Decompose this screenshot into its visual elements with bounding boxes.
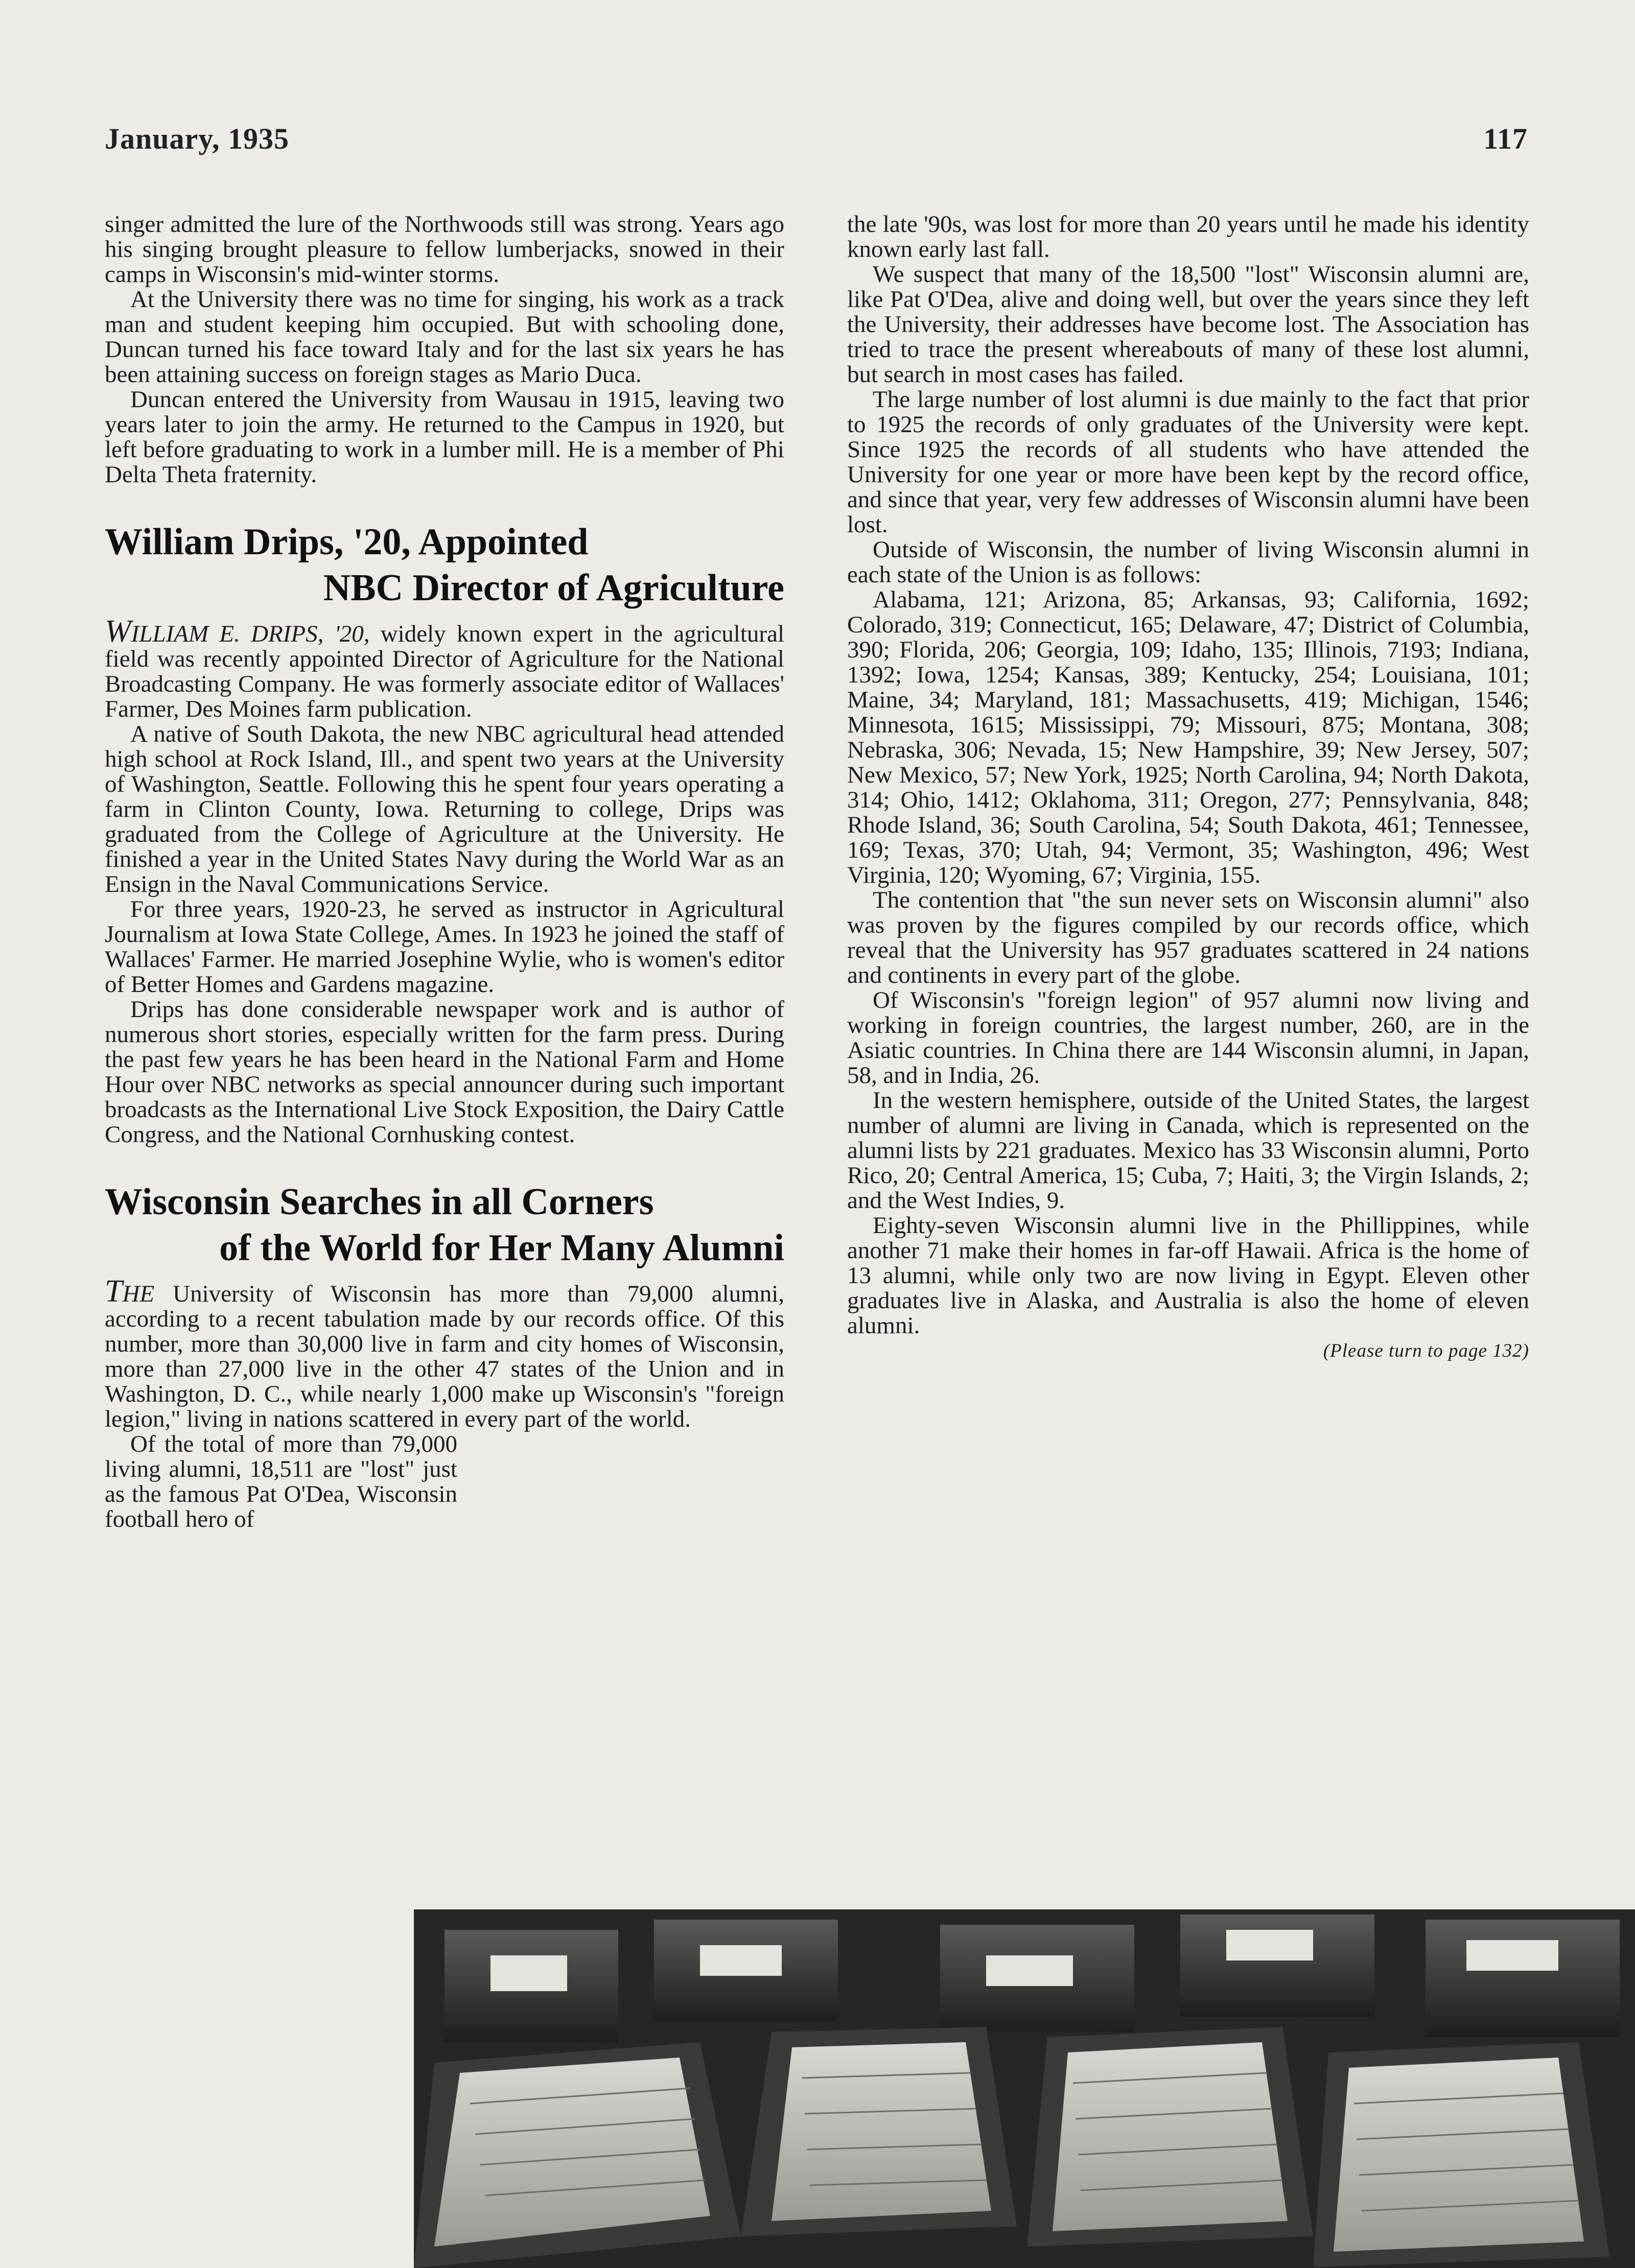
article-drips-lead — [105, 614, 784, 722]
article-paragraph: In the western hemisphere, outside of the United States, the largest number of alumni are living in Canada, which is represented on the alumni lists by 221 graduates. Mexico has 33 Wisconsin alumni, Porto Rico, 20; Central America, 15; Cuba, 7; Haiti, 3; the Virgin Islands, 2; and the West Indies, 9. — [847, 1087, 1529, 1214]
article-paragraph: Drips has done considerable newspaper work and is author of numerous short stories, especially written for the farm press. During the past few years he has been heard in the National Farm and Home Hour over NBC networks as special announcer during such important broadcasts as the International Live Stock Exposition, the Dairy Cattle Congress, and the National Cornhusking contest. — [105, 996, 784, 1148]
intro-paragraph: singer admitted the lure of the Northwoods still was strong. Years ago his singing brought pleasure to fellow lumberjacks, snowed in their camps in Wisconsin's mid-winter storms. — [105, 211, 784, 288]
article-paragraph: the late '90s, was lost for more than 20 years until he made his identity known early last fall. — [847, 211, 1529, 263]
lead-text: University of Wisconsin has more than 79,000 alumni, according to a recent tabulation made by our records office. Of this number, more than 30,000 live in farm and city homes of Wisconsin, more than 27,000 live in the other 47 states of the Union and in Washington, D. C., while nearly 1,000 make up Wisconsin's "foreign legion," living in nations scattered in every part of the world. — [105, 1281, 784, 1432]
lead-italic: HE — [122, 1281, 155, 1307]
running-head-date: January, 1935 — [105, 122, 290, 155]
article-alumni-headline — [105, 1179, 784, 1271]
headline-line: Wisconsin Searches in all Corners — [105, 1181, 654, 1223]
headline-line: NBC Director of Agriculture — [323, 567, 784, 609]
state-list-paragraph: Alabama, 121; Arizona, 85; Arkansas, 93; California, 1692; Colorado, 319; Connecticut, 165; Delaware, 47; District of Columbia, 390; Florida, 206; Georgia, 109; Idaho, 135; Illinois, 7193; Indiana, 1392; Iowa, 1254; Kansas, 389; Kentucky, 254; Louisiana, 101; Maine, 34; Maryland, 181; Massachusetts, 419; Michigan, 1546; Minnesota, 1615; Mississippi, 79; Missouri, 875; Montana, 308; Nebraska, 306; Nevada, 15; New Hampshire, 39; New Jersey, 507; New Mexico, 57; New York, 1925; North Carolina, 94; North Dakota, 314; Ohio, 1412; Oklahoma, 311; Oregon, 277; Pennsylvania, 848; Rhode Island, 36; South Carolina, 54; South Dakota, 461; Tennessee, 169; Texas, 370; Utah, 94; Vermont, 35; Washington, 496; West Virginia, 120; Wyoming, 67; Virginia, 155. — [847, 586, 1529, 888]
drop-cap: T — [105, 1274, 123, 1309]
article-paragraph: Of the total of more than 79,000 living alumni, 18,511 are "lost" just as the famous Pat O'Dea, Wisconsin football hero of — [105, 1431, 457, 1532]
article-paragraph: The large number of lost alumni is due mainly to the fact that prior to 1925 the records of only graduates of the University were kept. Since 1925 the records of all students who have attended the University for one year or more have been kept by the record office, and since that year, very few addresses of Wisconsin alumni have been lost. — [847, 386, 1529, 538]
article-paragraph: Outside of Wisconsin, the number of living Wisconsin alumni in each state of the Union is as follows: — [847, 536, 1529, 588]
continued-note: (Please turn to page 132) — [1323, 1340, 1529, 1361]
records-file-drawers-photo — [414, 1909, 1635, 2268]
article-paragraph: Eighty-seven Wisconsin alumni live in the Phillippines, while another 71 make their homes in far-off Hawaii. Africa is the home of 13 alumni, while only two are now living in Egypt. Eleven other graduates live in Alaska, and Australia is also the home of eleven alumni. — [847, 1212, 1529, 1339]
left-column — [105, 212, 784, 1532]
headline-line: William Drips, '20, Appointed — [105, 521, 589, 563]
article-paragraph: The contention that "the sun never sets on Wisconsin alumni" also was proven by the figures compiled by our records office, which reveal that the University has 957 graduates scattered in 24 nations and continents in every part of the globe. — [847, 887, 1529, 988]
intro-paragraph: Duncan entered the University from Wausau in 1915, leaving two years later to join the army. He returned to the Campus in 1920, but left before graduating to work in a lumber mill. He is a member of Phi Delta Theta fraternity. — [105, 386, 784, 488]
article-paragraph: A native of South Dakota, the new NBC agricultural head attended high school at Rock Island, Ill., and spent two years at the University of Washington, Seattle. Following this he spent four years operating a farm in Clinton County, Iowa. Returning to college, Drips was graduated from the College of Agriculture at the University. He finished a year in the United States Navy during the World War as an Ensign in the Naval Communications Service. — [105, 721, 784, 897]
lead-italic: ILLIAM E. DRIPS, '20, — [131, 621, 370, 647]
file-drawers-illustration — [414, 1909, 1635, 2268]
page-number: 117 — [1483, 122, 1528, 155]
article-paragraph: Of Wisconsin's "foreign legion" of 957 alumni now living and working in foreign countries, the largest number, 260, are in the Asiatic countries. In China there are 144 Wisconsin alumni, in Japan, 58, and in India, 26. — [847, 987, 1529, 1089]
headline-line: of the World for Her Many Alumni — [219, 1227, 784, 1269]
article-paragraph: For three years, 1920-23, he served as instructor in Agricultural Journalism at Iowa State College, Ames. In 1923 he joined the staff of Wallaces' Farmer. He married Josephine Wylie, who is women's editor of Better Homes and Gardens magazine. — [105, 896, 784, 998]
article-alumni-lead — [105, 1274, 784, 1432]
lead-text: widely known expert in the agricultural field was recently appointed Director of Agriculture for the National Broadcasting Company. He was formerly associate editor of Wallaces' Farmer, Des Moines farm publication. — [105, 621, 784, 722]
right-column — [847, 212, 1529, 1363]
article-paragraph: We suspect that many of the 18,500 "lost" Wisconsin alumni are, like Pat O'Dea, alive and doing well, but over the years since they left the University, their addresses have become lost. The Association has tried to trace the present whereabouts of many of these lost alumni, but search in most cases has failed. — [847, 261, 1529, 388]
drop-cap: W — [105, 614, 131, 649]
intro-paragraph: At the University there was no time for singing, his work as a track man and student keeping him occupied. But with schooling done, Duncan turned his face toward Italy and for the last six years he has been attaining success on foreign stages as Mario Duca. — [105, 286, 784, 388]
article-drips-headline — [105, 519, 784, 611]
